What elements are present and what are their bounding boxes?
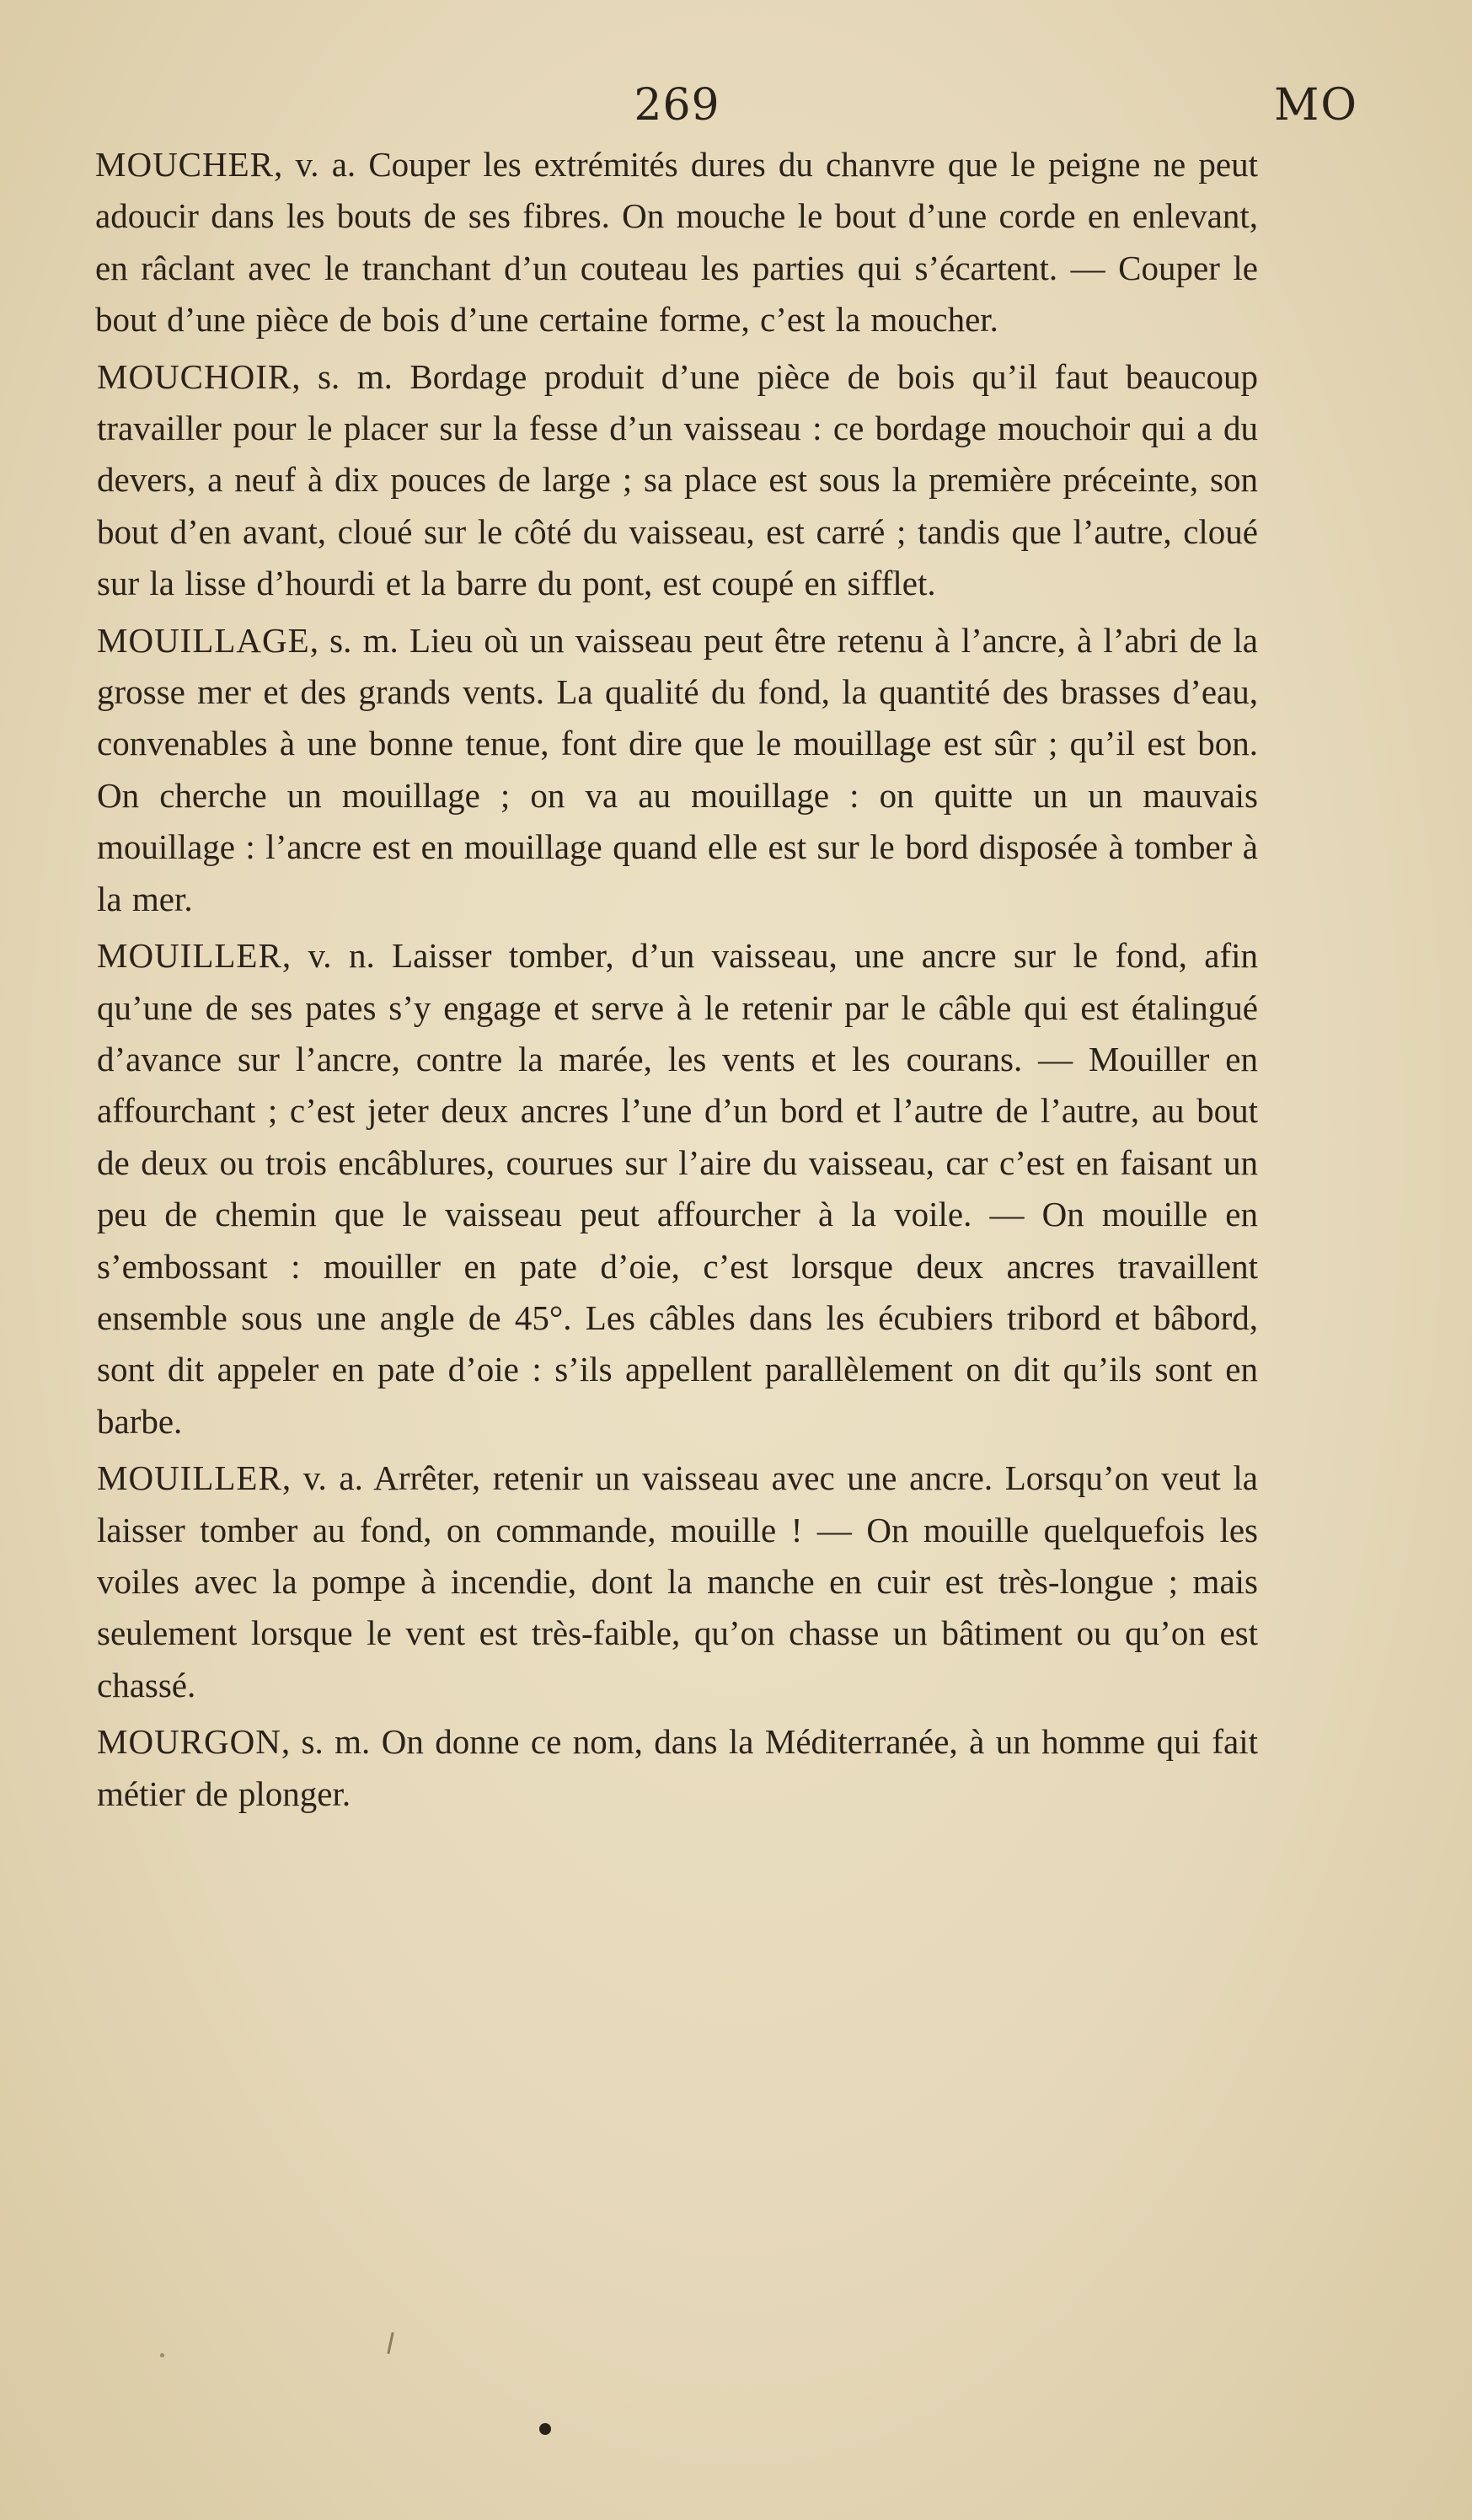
- dictionary-text: [95, 139, 1258, 1825]
- page-header: [93, 80, 1358, 139]
- definition: , s. m. Bordage produit d’une pièce de bois qu’il faut beaucoup travailler pour le placer sur la fesse d’un vaisseau : ce bordage mouchoir qui a du devers, a neuf à dix pouces de large ; sa place est sous la première préceinte, son bout d’en avant, cloué sur le côté du vaisseau, est carré ; tandis que l’autre, cloué sur la lisse d’hourdi et la barre du pont, est coupé en sifflet.: [97, 356, 1258, 603]
- headword: MOUILLER: [97, 1458, 282, 1498]
- ink-dot: [539, 2423, 551, 2435]
- headword: MOUCHER: [95, 145, 275, 184]
- entry-mourgon: [95, 1716, 1258, 1820]
- entry-mouiller-vn: [95, 930, 1258, 1447]
- headword: MOUILLAGE: [97, 620, 310, 660]
- stray-ink-speck: [387, 2332, 393, 2354]
- entry-mouillage: [95, 615, 1258, 925]
- definition: , s. m. On donne ce nom, dans la Méditerranée, à un homme qui fait métier de plonger.: [97, 1722, 1258, 1813]
- entry-mouchoir: [95, 351, 1258, 610]
- definition: , v. a. Arrêter, retenir un vaisseau avec une ancre. Lorsqu’on veut la laisser tomber au fond, on commande, mouille ! — On mouille quelquefois les voiles avec la pompe à incendie, dont la manche en cuir est très-longue ; mais seulement lorsque le vent est très-faible, qu’on chasse un bâtiment ou qu’on est chassé.: [97, 1458, 1258, 1704]
- entry-moucher: [95, 139, 1258, 346]
- headword: MOURGON: [97, 1722, 281, 1762]
- headword: MOUILLER: [97, 936, 282, 976]
- entry-mouiller-va: [95, 1453, 1258, 1711]
- definition: , v. a. Couper les extrémités dures du chanvre que le peigne ne peut adoucir dans les bouts de ses fibres. On mouche le bout d’une corde en enlevant, en râclant avec le tranchant d’un couteau les parties qui s’écartent. — Couper le bout d’une pièce de bois d’une certaine forme, c’est la moucher.: [95, 145, 1258, 340]
- running-head: MO: [1274, 80, 1358, 131]
- definition: , v. n. Laisser tomber, d’un vaisseau, une ancre sur le fond, afin qu’une de ses pates s’y engage et serve à le retenir par le câble qui est étalingué d’avance sur l’ancre, contre la marée, les vents et les courans. — Mouiller en affourchant ; c’est jeter deux ancres l’une d’un bord et l’autre de l’autre, au bout de deux ou trois encâblures, courues sur l’aire du vaisseau, car c’est en faisant un peu de chemin que le vaisseau peut affourcher à la voile. — On mouille en s’embossant : mouiller en pate d’oie, c’est lorsque deux ancres travaillent ensemble sous une angle de 45°. Les câbles dans les écubiers tribord et bâbord, sont dit appeler en pate d’oie : s’ils appellent parallèlement on dit qu’ils sont en barbe.: [97, 936, 1258, 1441]
- headword: MOUCHOIR: [97, 356, 292, 396]
- ink-dot: [160, 2353, 164, 2357]
- definition: , s. m. Lieu où un vaisseau peut être retenu à l’ancre, à l’abri de la grosse mer et des grands vents. La qualité du fond, la quantité des brasses d’eau, convenables à une bonne tenue, font dire que le mouillage est sûr ; qu’il est bon. On cherche un mouillage ; on va au mouillage : on quitte un un mauvais mouillage : l’ancre est en mouillage quand elle est sur le bord disposée à tomber à la mer.: [97, 620, 1258, 918]
- page-number: 269: [634, 80, 720, 131]
